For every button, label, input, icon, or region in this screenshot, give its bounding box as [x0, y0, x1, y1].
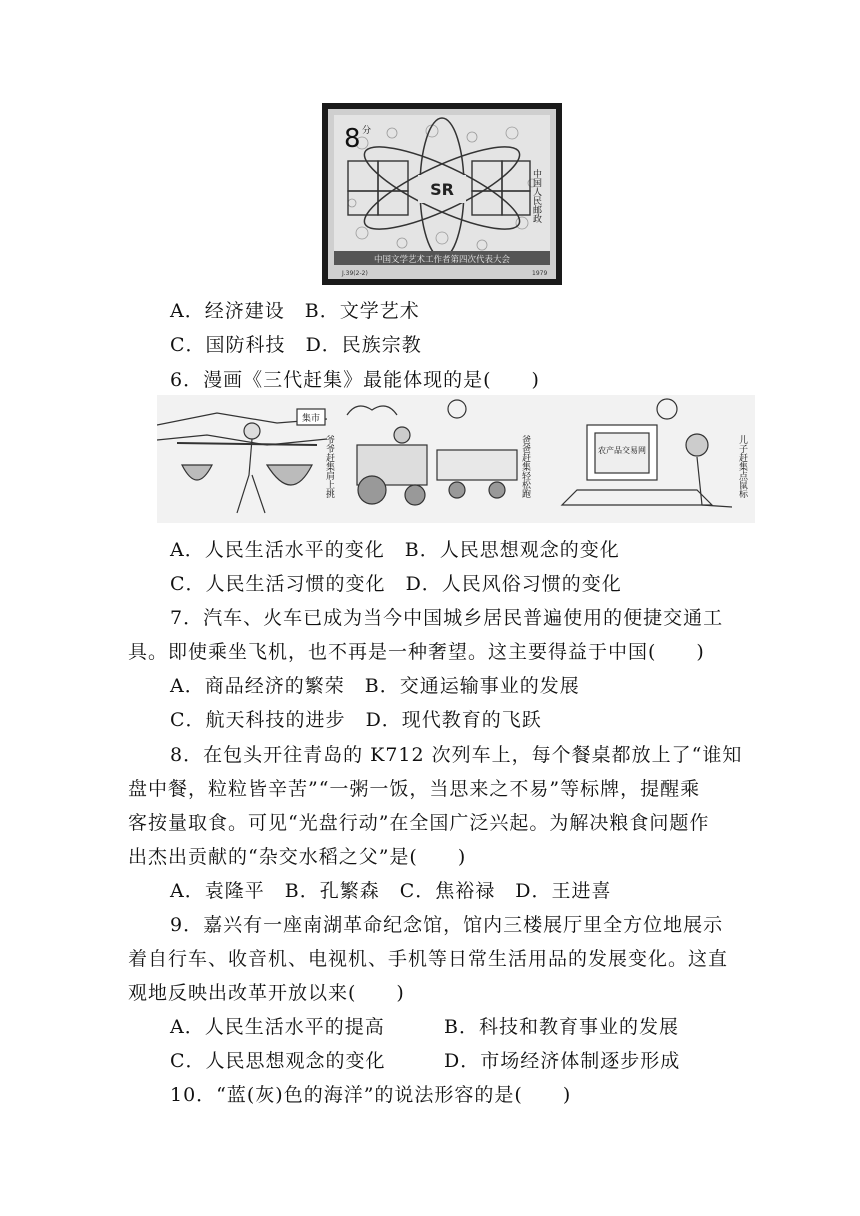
q5-option-d[interactable]: D．民族宗教 — [305, 334, 422, 356]
panel1-caption: 爷爷赶集肩上挑 — [324, 435, 334, 498]
q6-option-b[interactable]: B．人民思想观念的变化 — [404, 539, 620, 561]
panel3-caption: 儿子赶集点鼠标 — [737, 435, 747, 498]
stamp-denomination: 8 — [344, 124, 361, 154]
stamp-side-text: 中国人民邮政 — [531, 169, 541, 223]
q6-option-a[interactable]: A．人民生活水平的变化 — [170, 539, 385, 561]
svg-text:1979: 1979 — [532, 270, 548, 277]
q9-option-d[interactable]: D．市场经济体制逐步形成 — [444, 1050, 681, 1072]
q7-option-b[interactable]: B．交通运输事业的发展 — [364, 675, 580, 697]
q10-stem: 10．“蓝(灰)色的海洋”的说法形容的是( ) — [170, 1084, 572, 1106]
q6-option-d[interactable]: D．人民风俗习惯的变化 — [405, 573, 622, 595]
svg-text:SR: SR — [430, 180, 454, 199]
q8-option-a[interactable]: A．袁隆平 — [170, 880, 265, 902]
q8-option-c[interactable]: C．焦裕禄 — [399, 880, 496, 902]
q6-option-row-1 — [170, 535, 620, 562]
q9-stem-line-2: 着自行车、收音机、电视机、手机等日常生活用品的发展变化。这直 — [128, 948, 729, 970]
q8-option-b[interactable]: B．孔繁森 — [284, 880, 380, 902]
q8-option-row — [170, 876, 612, 903]
q6-option-c[interactable]: C．人民生活习惯的变化 — [170, 573, 386, 595]
q5-option-c[interactable]: C．国防科技 — [170, 334, 286, 356]
q9-option-row-1 — [170, 1012, 385, 1039]
q8-stem-line-3: 客按量取食。可见“光盘行动”在全国广泛兴起。为解决粮食问题作 — [128, 812, 710, 834]
q9-option-row-2 — [170, 1046, 386, 1073]
q5-option-a[interactable]: A．经济建设 — [170, 300, 285, 322]
svg-text:分: 分 — [362, 126, 372, 136]
q8-stem-line-4: 出杰出贡献的“杂交水稻之父”是( ) — [128, 846, 467, 868]
q5-option-b[interactable]: B．文学艺术 — [304, 300, 420, 322]
q8-stem-line-2: 盘中餐，粒粒皆辛苦”“一粥一饭，当思来之不易”等标牌，提醒乘 — [128, 778, 701, 800]
sign-market: 集市 — [301, 414, 321, 424]
q8-stem-line-1: 8．在包头开往青岛的 K712 次列车上，每个餐桌都放上了“谁知 — [170, 744, 743, 766]
q7-option-c[interactable]: C．航天科技的进步 — [170, 709, 346, 731]
q9-stem-line-1: 9．嘉兴有一座南湖革命纪念馆，馆内三楼展厅里全方位地展示 — [170, 914, 724, 936]
q8-option-d[interactable]: D．王进喜 — [515, 880, 612, 902]
q6-stem: 6．漫画《三代赶集》最能体现的是( ) — [170, 369, 540, 391]
three-generations-cartoon — [157, 395, 755, 523]
q7-option-row-1 — [170, 671, 580, 698]
q7-option-row-2 — [170, 705, 542, 732]
stamp-bottom-text: 中国文学艺术工作者第四次代表大会 — [373, 255, 511, 265]
q7-option-d[interactable]: D．现代教育的飞跃 — [365, 709, 542, 731]
q7-stem-line-1: 7．汽车、火车已成为当今中国城乡居民普遍使用的便捷交通工 — [170, 607, 724, 629]
q9-option-a[interactable]: A．人民生活水平的提高 — [170, 1016, 385, 1038]
q7-stem-line-2: 具。即使乘坐飞机，也不再是一种奢望。这主要得益于中国( ) — [128, 641, 705, 663]
q9-stem-line-3: 观地反映出改革开放以来( ) — [128, 982, 405, 1004]
q6-option-row-2 — [170, 569, 622, 596]
q5-option-row-1 — [170, 296, 420, 323]
panel3-screen: 农产品交易网 — [598, 446, 646, 455]
q9-option-c[interactable]: C．人民思想观念的变化 — [170, 1050, 386, 1072]
svg-text:J.39(2-2): J.39(2-2) — [342, 270, 368, 277]
q9-option-b[interactable]: B．科技和教育事业的发展 — [444, 1016, 679, 1038]
panel2-caption: 爸爸赶集轻松跑 — [520, 435, 530, 498]
q7-option-a[interactable]: A．商品经济的繁荣 — [170, 675, 345, 697]
stamp-image — [322, 103, 562, 285]
q5-option-row-2 — [170, 330, 422, 357]
